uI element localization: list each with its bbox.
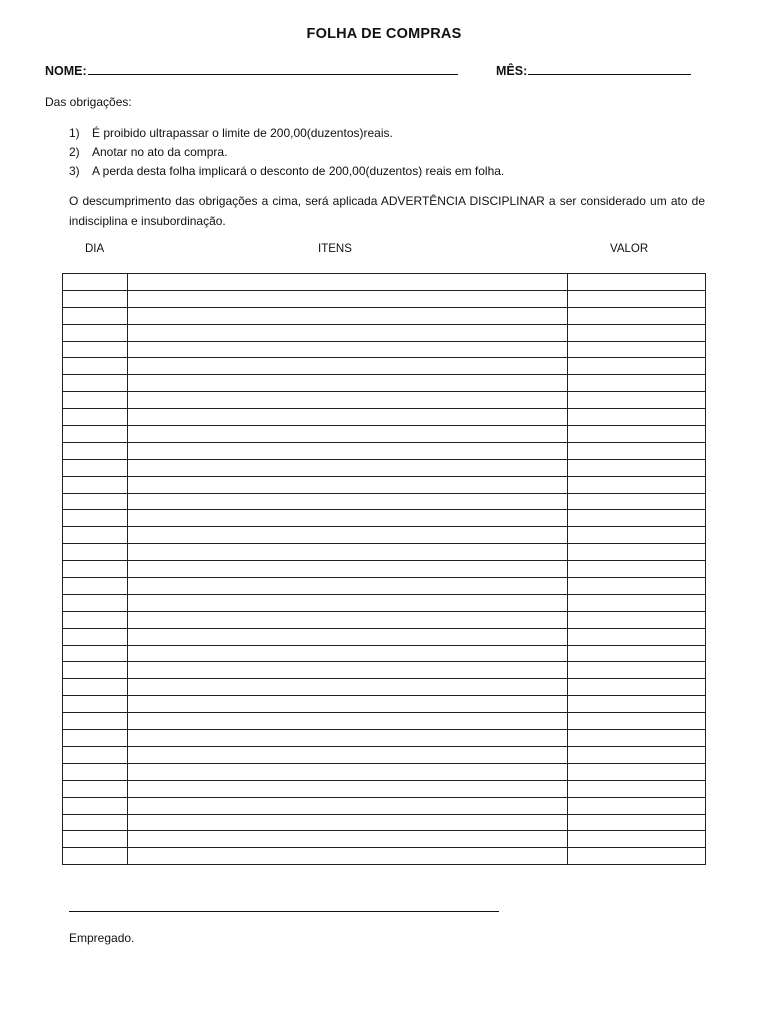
table-row — [63, 797, 706, 814]
dia-cell[interactable] — [63, 459, 128, 476]
itens-cell[interactable] — [128, 544, 568, 561]
rule-text: A perda desta folha implicará o desconto de 200,00(duzentos) reais em folha. — [92, 164, 505, 178]
valor-cell[interactable] — [568, 679, 706, 696]
table-row — [63, 442, 706, 459]
column-header-itens: ITENS — [318, 243, 352, 255]
dia-cell[interactable] — [63, 696, 128, 713]
itens-cell[interactable] — [128, 476, 568, 493]
valor-cell[interactable] — [568, 510, 706, 527]
itens-cell[interactable] — [128, 578, 568, 595]
table-row — [63, 713, 706, 730]
dia-cell[interactable] — [63, 324, 128, 341]
valor-cell[interactable] — [568, 493, 706, 510]
dia-cell[interactable] — [63, 341, 128, 358]
column-header-dia: DIA — [85, 243, 105, 255]
itens-cell[interactable] — [128, 679, 568, 696]
itens-cell[interactable] — [128, 409, 568, 426]
itens-cell[interactable] — [128, 527, 568, 544]
table-row — [63, 544, 706, 561]
itens-cell[interactable] — [128, 358, 568, 375]
table-row — [63, 375, 706, 392]
signature-line[interactable] — [69, 911, 499, 912]
dia-cell[interactable] — [63, 628, 128, 645]
valor-cell[interactable] — [568, 814, 706, 831]
table-row — [63, 426, 706, 443]
dia-cell[interactable] — [63, 544, 128, 561]
itens-cell[interactable] — [128, 594, 568, 611]
itens-cell[interactable] — [128, 797, 568, 814]
valor-cell[interactable] — [568, 611, 706, 628]
valor-cell[interactable] — [568, 797, 706, 814]
dia-cell[interactable] — [63, 797, 128, 814]
table-row — [63, 290, 706, 307]
table-row — [63, 527, 706, 544]
dia-cell[interactable] — [63, 274, 128, 291]
itens-cell[interactable] — [128, 662, 568, 679]
valor-cell[interactable] — [568, 594, 706, 611]
itens-cell[interactable] — [128, 645, 568, 662]
dia-cell[interactable] — [63, 426, 128, 443]
valor-cell[interactable] — [568, 696, 706, 713]
valor-cell[interactable] — [568, 578, 706, 595]
table-row — [63, 561, 706, 578]
valor-cell[interactable] — [568, 324, 706, 341]
itens-cell[interactable] — [128, 307, 568, 324]
nome-blank-line[interactable] — [88, 62, 458, 75]
dia-cell[interactable] — [63, 358, 128, 375]
table-row — [63, 679, 706, 696]
nome-field[interactable] — [45, 62, 458, 78]
warning-paragraph: O descumprimento das obrigações a cima, será aplicada ADVERTÊNCIA DISCIPLINAR a ser considerado um ato de indisciplina e insubordinação. — [69, 194, 705, 228]
valor-cell[interactable] — [568, 831, 706, 848]
valor-cell[interactable] — [568, 780, 706, 797]
document-title: FOLHA DE COMPRAS — [306, 26, 462, 42]
rules-list — [69, 124, 504, 181]
table-row — [63, 746, 706, 763]
itens-cell[interactable] — [128, 375, 568, 392]
dia-cell[interactable] — [63, 409, 128, 426]
mes-blank-line[interactable] — [528, 62, 691, 75]
table-row — [63, 594, 706, 611]
dia-cell[interactable] — [63, 746, 128, 763]
valor-cell[interactable] — [568, 290, 706, 307]
rule-item — [69, 124, 504, 143]
table-row — [63, 392, 706, 409]
table-row — [63, 730, 706, 747]
itens-cell[interactable] — [128, 290, 568, 307]
valor-cell[interactable] — [568, 763, 706, 780]
itens-cell[interactable] — [128, 814, 568, 831]
itens-cell[interactable] — [128, 730, 568, 747]
table-row — [63, 696, 706, 713]
rule-item — [69, 143, 504, 162]
itens-cell[interactable] — [128, 493, 568, 510]
itens-cell[interactable] — [128, 324, 568, 341]
itens-cell[interactable] — [128, 628, 568, 645]
dia-cell[interactable] — [63, 476, 128, 493]
valor-cell[interactable] — [568, 274, 706, 291]
valor-cell[interactable] — [568, 544, 706, 561]
valor-cell[interactable] — [568, 746, 706, 763]
table-row — [63, 848, 706, 865]
table-row — [63, 662, 706, 679]
table-row — [63, 307, 706, 324]
table-row — [63, 274, 706, 291]
table-row — [63, 780, 706, 797]
valor-cell[interactable] — [568, 307, 706, 324]
rule-number: 2) — [69, 145, 80, 159]
rule-text: É proibido ultrapassar o limite de 200,00(duzentos)reais. — [92, 126, 393, 140]
valor-cell[interactable] — [568, 459, 706, 476]
table-row — [63, 409, 706, 426]
table-row — [63, 358, 706, 375]
dia-cell[interactable] — [63, 780, 128, 797]
valor-cell[interactable] — [568, 409, 706, 426]
nome-label: NOME: — [45, 64, 87, 78]
valor-cell[interactable] — [568, 848, 706, 865]
dia-cell[interactable] — [63, 561, 128, 578]
dia-cell[interactable] — [63, 763, 128, 780]
itens-cell[interactable] — [128, 780, 568, 797]
valor-cell[interactable] — [568, 662, 706, 679]
valor-cell[interactable] — [568, 527, 706, 544]
valor-cell[interactable] — [568, 358, 706, 375]
itens-cell[interactable] — [128, 510, 568, 527]
itens-cell[interactable] — [128, 392, 568, 409]
dia-cell[interactable] — [63, 831, 128, 848]
dia-cell[interactable] — [63, 848, 128, 865]
itens-cell[interactable] — [128, 611, 568, 628]
dia-cell[interactable] — [63, 730, 128, 747]
purchase-table — [62, 273, 706, 865]
itens-cell[interactable] — [128, 746, 568, 763]
itens-cell[interactable] — [128, 713, 568, 730]
dia-cell[interactable] — [63, 814, 128, 831]
dia-cell[interactable] — [63, 662, 128, 679]
table-row — [63, 645, 706, 662]
itens-cell[interactable] — [128, 696, 568, 713]
table-row — [63, 611, 706, 628]
dia-cell[interactable] — [63, 307, 128, 324]
table-row — [63, 341, 706, 358]
table-row — [63, 628, 706, 645]
itens-cell[interactable] — [128, 831, 568, 848]
table-row — [63, 831, 706, 848]
table-row — [63, 763, 706, 780]
dia-cell[interactable] — [63, 290, 128, 307]
dia-cell[interactable] — [63, 679, 128, 696]
table-row — [63, 814, 706, 831]
itens-cell[interactable] — [128, 442, 568, 459]
rule-number: 3) — [69, 164, 80, 178]
table-row — [63, 578, 706, 595]
rule-item — [69, 162, 504, 181]
dia-cell[interactable] — [63, 375, 128, 392]
rule-text: Anotar no ato da compra. — [92, 145, 228, 159]
valor-cell[interactable] — [568, 392, 706, 409]
dia-cell[interactable] — [63, 527, 128, 544]
itens-cell[interactable] — [128, 274, 568, 291]
column-header-valor: VALOR — [610, 243, 649, 255]
table-row — [63, 459, 706, 476]
valor-cell[interactable] — [568, 628, 706, 645]
itens-cell[interactable] — [128, 763, 568, 780]
rule-number: 1) — [69, 126, 80, 140]
dia-cell[interactable] — [63, 611, 128, 628]
mes-label: MÊS: — [496, 64, 528, 78]
itens-cell[interactable] — [128, 341, 568, 358]
itens-cell[interactable] — [128, 561, 568, 578]
table-row — [63, 510, 706, 527]
dia-cell[interactable] — [63, 392, 128, 409]
table-row — [63, 476, 706, 493]
valor-cell[interactable] — [568, 476, 706, 493]
dia-cell[interactable] — [63, 645, 128, 662]
obligations-heading: Das obrigações: — [45, 95, 132, 109]
dia-cell[interactable] — [63, 510, 128, 527]
dia-cell[interactable] — [63, 493, 128, 510]
purchase-table-body — [63, 274, 706, 865]
signature-label: Empregado. — [69, 931, 135, 945]
mes-field[interactable] — [496, 62, 691, 78]
table-row — [63, 324, 706, 341]
itens-cell[interactable] — [128, 459, 568, 476]
valor-cell[interactable] — [568, 442, 706, 459]
itens-cell[interactable] — [128, 426, 568, 443]
valor-cell[interactable] — [568, 341, 706, 358]
valor-cell[interactable] — [568, 561, 706, 578]
dia-cell[interactable] — [63, 713, 128, 730]
dia-cell[interactable] — [63, 594, 128, 611]
valor-cell[interactable] — [568, 645, 706, 662]
table-row — [63, 493, 706, 510]
dia-cell[interactable] — [63, 442, 128, 459]
dia-cell[interactable] — [63, 578, 128, 595]
itens-cell[interactable] — [128, 848, 568, 865]
valor-cell[interactable] — [568, 730, 706, 747]
valor-cell[interactable] — [568, 375, 706, 392]
valor-cell[interactable] — [568, 713, 706, 730]
valor-cell[interactable] — [568, 426, 706, 443]
